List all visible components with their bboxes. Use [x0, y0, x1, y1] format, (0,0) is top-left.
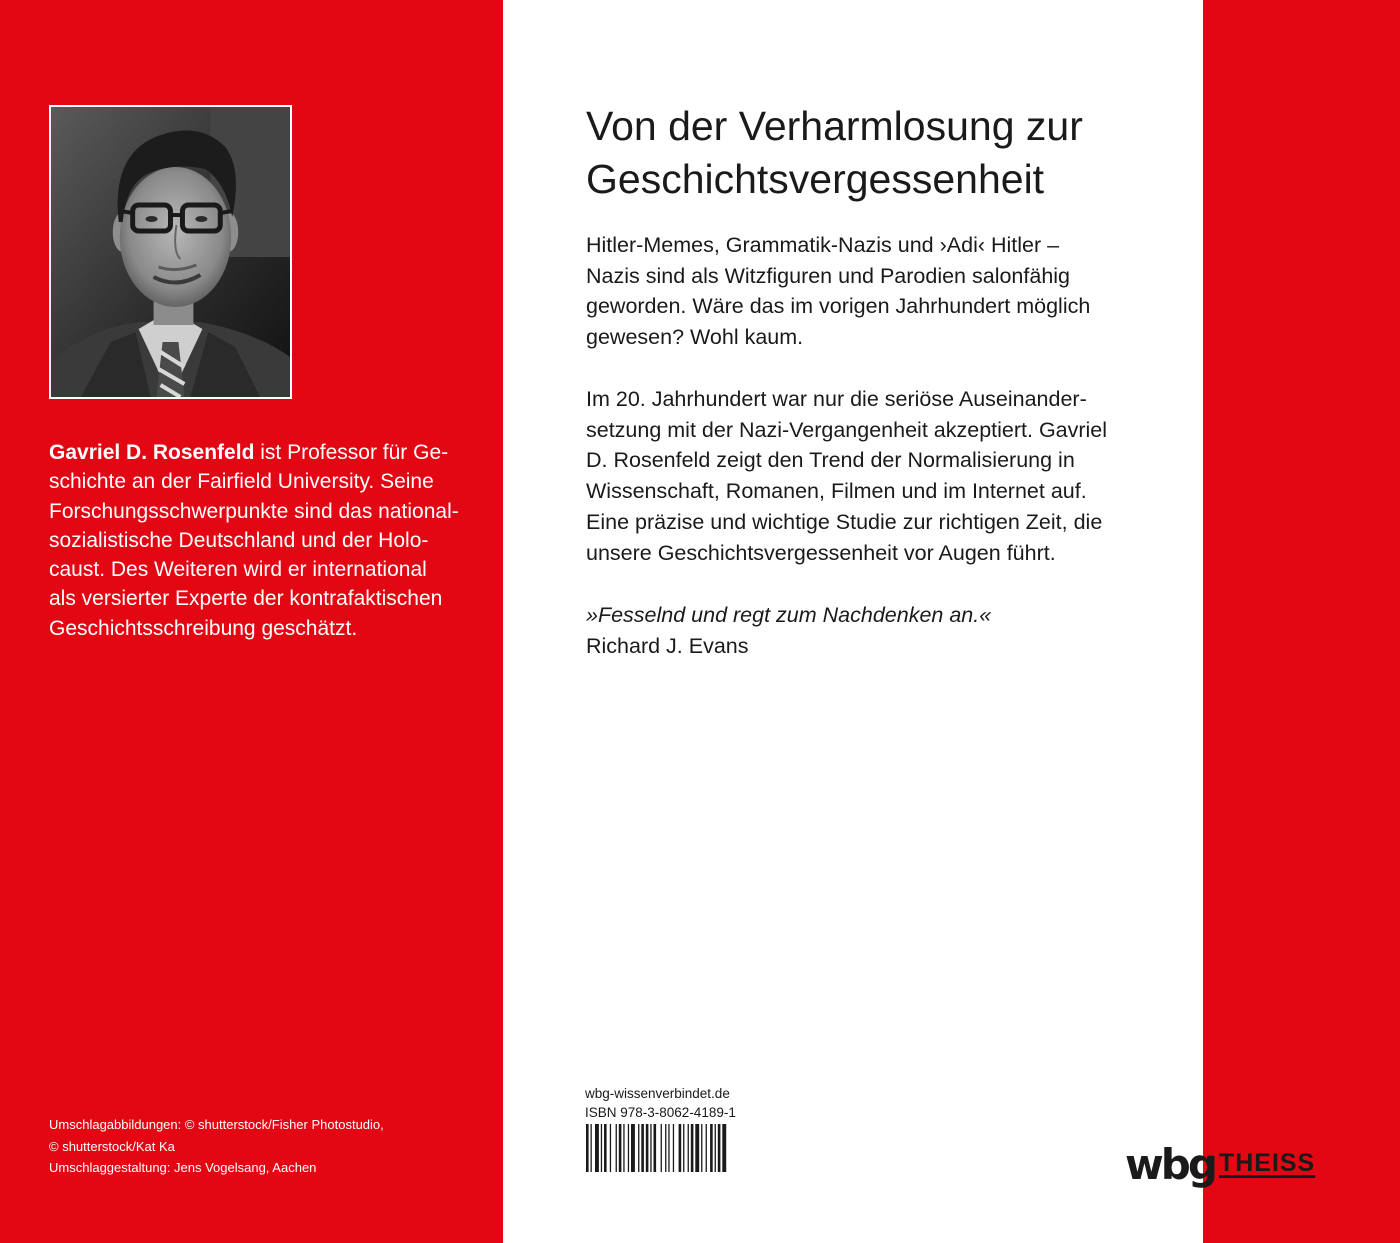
barcode-bar	[722, 1124, 726, 1172]
barcode-bar	[718, 1124, 721, 1172]
title-line: Von der Verharmlosung zur	[586, 103, 1083, 149]
barcode-bar	[623, 1124, 624, 1172]
barcode-bar	[673, 1124, 674, 1172]
barcode	[585, 1124, 751, 1172]
bio-line: sozialistische Deutschland und der Holo-	[49, 528, 429, 552]
logo-wbg: wbg	[1125, 1140, 1215, 1189]
barcode-bar	[665, 1124, 666, 1172]
blurb-line: geworden. Wäre das im vorigen Jahrhundert möglich	[586, 294, 1091, 319]
barcode-bar	[610, 1124, 611, 1172]
back-cover-right-panel	[1203, 0, 1400, 1243]
blurb-line: unsere Geschichtsvergessenheit vor Augen führt.	[586, 540, 1056, 565]
blurb-line: setzung mit der Nazi-Vergangenheit akzeptiert. Gavriel	[586, 417, 1108, 442]
barcode-bar	[679, 1124, 682, 1172]
title-line: Geschichtsvergessenheit	[586, 156, 1045, 202]
publisher-logo	[1125, 1135, 1315, 1187]
review-quote	[586, 600, 1186, 661]
blurb-paragraph-1	[586, 230, 1186, 353]
barcode-bar	[706, 1124, 707, 1172]
bio-line: als versierter Experte der kontrafaktischen	[49, 587, 443, 611]
barcode-bar	[638, 1124, 639, 1172]
barcode-icon	[585, 1124, 751, 1172]
blurb-line: Nazis sind als Witzfiguren und Parodien salonfähig	[586, 263, 1071, 288]
logo-theiss: THEISS	[1218, 1149, 1316, 1177]
author-photo	[49, 105, 292, 399]
barcode-bar	[650, 1124, 651, 1172]
blurb-line: D. Rosenfeld zeigt den Trend der Normalisierung in	[586, 448, 1075, 473]
barcode-bar	[646, 1124, 649, 1172]
bio-line: Gavriel D. Rosenfeld ist Professor für Ge-	[49, 441, 449, 464]
blurb-paragraph-2	[586, 384, 1186, 568]
barcode-bar	[715, 1124, 716, 1172]
barcode-bar	[688, 1124, 689, 1172]
barcode-bar	[710, 1124, 713, 1172]
barcode-bar	[616, 1124, 617, 1172]
bio-line: Geschichtsschreibung geschätzt.	[49, 616, 358, 640]
barcode-bar	[661, 1124, 662, 1172]
barcode-bar	[628, 1124, 629, 1172]
quote-author: Richard J. Evans	[586, 633, 749, 658]
author-portrait-icon	[51, 107, 290, 397]
bio-line: Forschungsschwerpunkte sind das national-	[49, 499, 459, 523]
barcode-bar	[595, 1124, 599, 1172]
blurb-line: gewesen? Wohl kaum.	[586, 325, 804, 350]
barcode-bar	[691, 1124, 694, 1172]
website-url: wbg-wissenverbindet.de	[585, 1086, 730, 1101]
credit-line: Umschlagabbildungen: © shutterstock/Fisher Photostudio,	[49, 1117, 384, 1132]
barcode-bar	[591, 1124, 592, 1172]
barcode-bar	[631, 1124, 635, 1172]
quote-text: »Fesselnd und regt zum Nachdenken an.«	[586, 603, 992, 627]
barcode-bar	[695, 1124, 699, 1172]
barcode-bar	[601, 1124, 602, 1172]
blurb-line: Hitler-Memes, Grammatik-Nazis und ›Adi‹ Hitler –	[586, 233, 1060, 257]
barcode-bar	[701, 1124, 702, 1172]
credit-line: © shutterstock/Kat Ka	[49, 1138, 175, 1154]
barcode-bar	[654, 1124, 657, 1172]
isbn: ISBN 978-3-8062-4189-1	[585, 1105, 736, 1120]
barcode-bar	[586, 1124, 589, 1172]
barcode-bar	[619, 1124, 622, 1172]
blurb-line: Im 20. Jahrhundert war nur die seriöse Auseinander-	[586, 387, 1087, 411]
bio-line: schichte an der Fairfield University. Seine	[49, 470, 434, 494]
bio-line: caust. Des Weiteren wird er international	[49, 558, 427, 582]
credit-line: Umschlaggestaltung: Jens Vogelsang, Aachen	[49, 1160, 317, 1175]
author-bio	[49, 438, 479, 643]
publisher-meta	[585, 1084, 805, 1122]
barcode-bar	[641, 1124, 644, 1172]
barcode-bar	[668, 1124, 669, 1172]
author-name: Gavriel D. Rosenfeld	[49, 441, 255, 464]
blurb-line: Eine präzise und wichtige Studie zur richtigen Zeit, die	[586, 509, 1103, 534]
book-title	[586, 100, 1186, 206]
barcode-bar	[604, 1124, 607, 1172]
barcode-bar	[683, 1124, 684, 1172]
blurb-line: Wissenschaft, Romanen, Filmen und im Internet auf.	[586, 479, 1087, 504]
cover-credits	[49, 1114, 469, 1179]
